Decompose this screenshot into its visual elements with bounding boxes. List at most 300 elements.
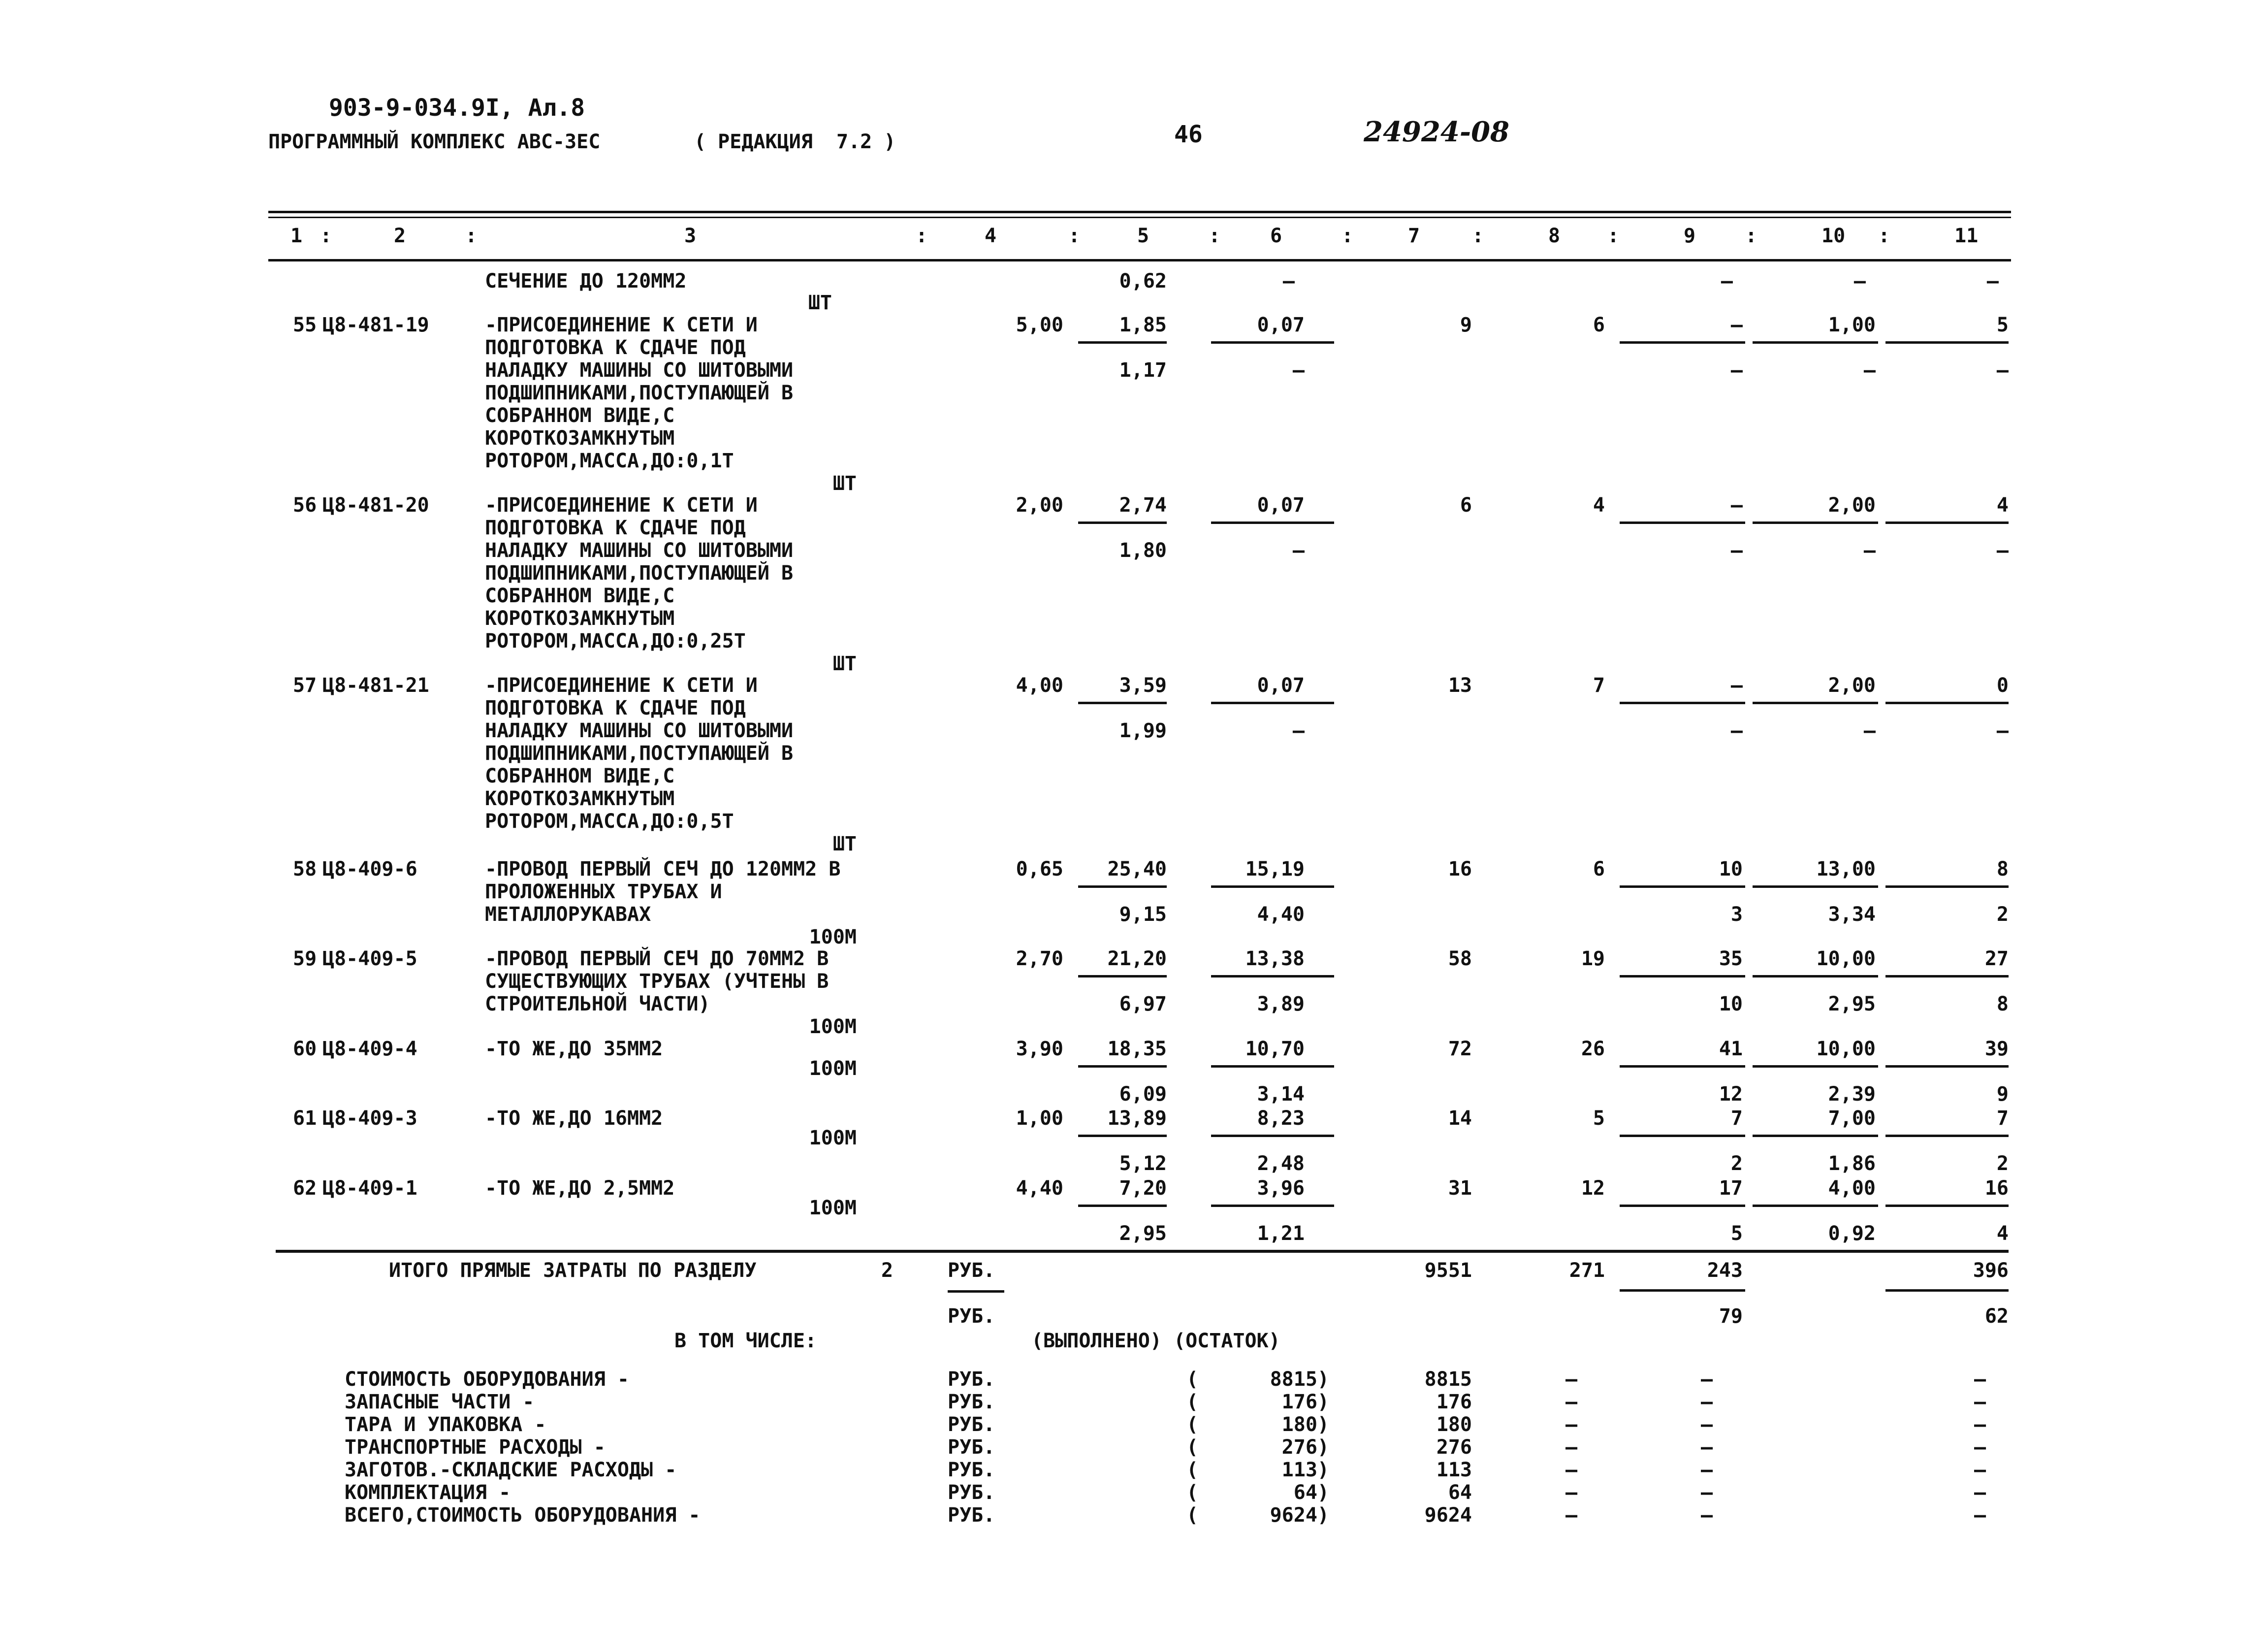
row-description: ПОДШИПНИКАМИ,ПОСТУПАЮЩЕЙ В [485,562,794,585]
cell-c11: 4 [1996,494,2009,517]
cell-c7: 16 [1448,858,1472,880]
cell-rule-c9 [1620,1065,1745,1068]
cell-rule-c11 [1885,341,2009,344]
doc-code: 903-9-034.9I, Ал.8 [329,94,585,122]
cell-c10b: 1,86 [1828,1152,1876,1175]
row-code: Ц8-409-3 [322,1107,417,1130]
cell-c10b: 0,92 [1828,1222,1876,1245]
breakdown-dash-c8: – [1565,1368,1578,1391]
breakdown-dash-c9: – [1701,1481,1713,1504]
cell-c5b: 1,99 [1119,719,1167,742]
cell-c5: 21,20 [1107,947,1167,970]
cell-c6: 10,70 [1245,1038,1305,1060]
row-description: СУЩЕСТВУЮЩИХ ТРУБАХ (УЧТЕНЫ В [485,970,829,993]
cell-c6: 0,07 [1257,494,1305,517]
totals-c11-rule [1885,1289,2009,1292]
totals-c11: 396 [1973,1259,2009,1282]
cell-c9: 41 [1719,1038,1743,1060]
breakdown-label: ЗАГОТОВ.-СКЛАДСКИЕ РАСХОДЫ - [345,1459,677,1481]
cell-c5b: 0,62 [1119,270,1167,293]
cell-c5b: 9,15 [1119,903,1167,926]
cell-rule-c6 [1211,885,1334,888]
cell-rule-c10 [1753,702,1878,704]
cell-rule-c10 [1753,975,1878,977]
cell-c5: 18,35 [1107,1038,1167,1060]
row-description: РОТОРОМ,МАССА,ДО:0,5Т [485,810,734,833]
cell-c7: 6 [1460,494,1472,517]
breakdown-currency: РУБ. [948,1481,995,1504]
cell-c5: 2,74 [1119,494,1167,517]
cell-c11b: – [1996,359,2009,382]
cell-c4: 5,00 [1016,314,1063,336]
cell-c9b: – [1730,359,1743,382]
row-description: СТРОИТЕЛЬНОЙ ЧАСТИ) [485,993,710,1015]
column-header-11: 11 [1954,225,1979,247]
cell-c11b: 2 [1996,903,2009,926]
cell-rule-c6 [1211,1065,1334,1068]
cell-c7: 72 [1448,1038,1472,1060]
breakdown-dash-c9: – [1701,1459,1713,1481]
cell-rule-c10 [1753,1065,1878,1068]
cell-c10b: – [1863,539,1876,562]
breakdown-done: 180) [1281,1413,1329,1436]
cell-c11: 7 [1996,1107,2009,1130]
row-description: -ТО ЖЕ,ДО 2,5ММ2 [485,1177,675,1200]
cell-c4: 1,00 [1016,1107,1063,1130]
cell-c6b: 4,40 [1257,903,1305,926]
cell-c10b: 3,34 [1828,903,1876,926]
unit-label: 100М [809,926,857,948]
breakdown-currency: РУБ. [948,1459,995,1481]
row-number: 61 [293,1107,317,1130]
cell-c10: 7,00 [1828,1107,1876,1130]
cell-c6: 8,23 [1257,1107,1305,1130]
breakdown-dash-c9: – [1701,1413,1713,1436]
cell-c6b: – [1292,719,1305,742]
row-number: 56 [293,494,317,517]
row-description: СОБРАННОМ ВИДЕ,С [485,404,675,427]
cell-c4: 4,00 [1016,674,1063,697]
cell-c9b: – [1730,719,1743,742]
breakdown-dash-c8: – [1565,1413,1578,1436]
breakdown-label: ЗАПАСНЫЕ ЧАСТИ - [345,1391,535,1413]
breakdown-currency: РУБ. [948,1368,995,1391]
breakdown-open-paren: ( [1186,1436,1199,1459]
including-label: В ТОМ ЧИСЛЕ: [674,1330,817,1352]
cell-c6: 0,07 [1257,314,1305,336]
cell-c9b: – [1721,270,1733,293]
row-description: -ПРИСОЕДИНЕНИЕ К СЕТИ И [485,494,758,517]
cell-c11: 0 [1996,674,2009,697]
cell-c4: 3,90 [1016,1038,1063,1060]
breakdown-label: КОМПЛЕКТАЦИЯ - [345,1481,511,1504]
breakdown-rest: 180 [1436,1413,1472,1436]
unit-label: 100М [809,1127,857,1149]
unit-label: ШТ [832,652,857,675]
cell-c8: 19 [1581,947,1605,970]
totals-c7: 9551 [1424,1259,1472,1282]
breakdown-dash-c11: – [1974,1368,1986,1391]
breakdown-done: 8815) [1270,1368,1329,1391]
cell-rule-c5 [1078,521,1167,524]
cell-rule-c6 [1211,975,1334,977]
column-separator: : [320,225,332,247]
done-rest-label: (ВЫПОЛНЕНО) (ОСТАТОК) [1031,1330,1280,1352]
breakdown-dash-c8: – [1565,1459,1578,1481]
cell-c8: 4 [1593,494,1605,517]
breakdown-rest: 9624 [1424,1504,1472,1527]
row-description: -ПРОВОД ПЕРВЫЙ СЕЧ ДО 120ММ2 В [485,858,841,880]
column-header-10: 10 [1821,225,1846,247]
cell-c10: 1,00 [1828,314,1876,336]
cell-c6b: 1,21 [1257,1222,1305,1245]
breakdown-done: 113) [1281,1459,1329,1481]
breakdown-dash-c8: – [1565,1436,1578,1459]
cell-rule-c5 [1078,1065,1167,1068]
cell-c9: 7 [1730,1107,1743,1130]
breakdown-label: СТОИМОСТЬ ОБОРУДОВАНИЯ - [345,1368,629,1391]
cell-c11b: 9 [1996,1083,2009,1106]
breakdown-label: ВСЕГО,СТОИМОСТЬ ОБОРУДОВАНИЯ - [345,1504,701,1527]
cell-c10b: 2,95 [1828,993,1876,1015]
row-description: -ТО ЖЕ,ДО 16ММ2 [485,1107,663,1130]
breakdown-dash-c8: – [1565,1391,1578,1413]
cell-c7: 13 [1448,674,1472,697]
cell-c11b: 2 [1996,1152,2009,1175]
cell-rule-c11 [1885,1065,2009,1068]
column-header-9: 9 [1684,225,1696,247]
continuation-desc: СЕЧЕНИЕ ДО 120ММ2 [485,270,687,293]
cell-rule-c11 [1885,702,2009,704]
totals-section: 2 [881,1259,894,1282]
cell-c9b: 3 [1730,903,1743,926]
column-header-2: 2 [394,225,406,247]
breakdown-dash-c11: – [1974,1436,1986,1459]
cell-c8: 7 [1593,674,1605,697]
totals-currency-2: РУБ. [948,1305,995,1328]
unit-label: 100М [809,1057,857,1080]
cell-rule-c11 [1885,975,2009,977]
breakdown-dash-c9: – [1701,1391,1713,1413]
cell-c9b: 2 [1730,1152,1743,1175]
cell-rule-c6 [1211,341,1334,344]
cell-c9b: 5 [1730,1222,1743,1245]
breakdown-dash-c8: – [1565,1481,1578,1504]
row-description: ПОДГОТОВКА К СДАЧЕ ПОД [485,336,746,359]
row-number: 57 [293,674,317,697]
cell-rule-c6 [1211,521,1334,524]
breakdown-open-paren: ( [1186,1459,1199,1481]
cell-rule-c5 [1078,702,1167,704]
cell-rule-c9 [1620,885,1745,888]
cell-c8: 12 [1581,1177,1605,1200]
column-separator: : [1472,225,1484,247]
cell-rule-c10 [1753,521,1878,524]
unit-label: ШТ [832,472,857,495]
cell-c10: 2,00 [1828,674,1876,697]
breakdown-open-paren: ( [1186,1391,1199,1413]
row-description: СОБРАННОМ ВИДЕ,С [485,585,675,607]
row-description: НАЛАДКУ МАШИНЫ СО ШИТОВЫМИ [485,719,794,742]
cell-rule-c10 [1753,885,1878,888]
cell-c9: 35 [1719,947,1743,970]
cell-rule-c9 [1620,1135,1745,1137]
cell-c9: – [1730,494,1743,517]
column-header-6: 6 [1270,225,1282,247]
row-code: Ц8-481-21 [322,674,429,697]
cell-c10: 13,00 [1816,858,1876,880]
cell-c6: 3,96 [1257,1177,1305,1200]
cell-c11b: – [1986,270,1999,293]
row-description: -ТО ЖЕ,ДО 35ММ2 [485,1038,663,1060]
column-header-1: 1 [290,225,303,247]
cell-c11b: – [1996,719,2009,742]
row-code: Ц8-409-6 [322,858,417,880]
totals-c11b: 62 [1984,1305,2009,1328]
breakdown-dash-c9: – [1701,1436,1713,1459]
breakdown-label: ТАРА И УПАКОВКА - [345,1413,546,1436]
row-description: СОБРАННОМ ВИДЕ,С [485,765,675,787]
cell-rule-c5 [1078,1135,1167,1137]
column-separator: : [916,225,928,247]
cell-c4: 4,40 [1016,1177,1063,1200]
cell-rule-c6 [1211,1135,1334,1137]
totals-c9-rule [1620,1289,1745,1292]
cell-c10: 10,00 [1816,1038,1876,1060]
cell-c11b: 8 [1996,993,2009,1015]
unit-label: ШТ [832,833,857,855]
breakdown-open-paren: ( [1186,1504,1199,1527]
totals-currency-rule [948,1290,1004,1293]
cell-c6b: – [1282,270,1295,293]
cell-rule-c11 [1885,1135,2009,1137]
row-description: -ПРИСОЕДИНЕНИЕ К СЕТИ И [485,314,758,336]
cell-c5: 13,89 [1107,1107,1167,1130]
breakdown-open-paren: ( [1186,1413,1199,1436]
cell-c7: 31 [1448,1177,1472,1200]
cell-c9: – [1730,674,1743,697]
breakdown-rest: 64 [1448,1481,1472,1504]
row-description: МЕТАЛЛОРУКАВАХ [485,903,651,926]
cell-c11: 16 [1984,1177,2009,1200]
cell-c6b: 3,89 [1257,993,1305,1015]
row-description: НАЛАДКУ МАШИНЫ СО ШИТОВЫМИ [485,359,794,382]
cell-c9b: – [1730,539,1743,562]
cell-c6: 13,38 [1245,947,1305,970]
breakdown-done: 64) [1293,1481,1329,1504]
totals-c9: 243 [1707,1259,1743,1282]
breakdown-open-paren: ( [1186,1481,1199,1504]
row-number: 58 [293,858,317,880]
cell-c9b: 12 [1719,1083,1743,1106]
totals-rule [276,1250,2009,1253]
row-code: Ц8-481-19 [322,314,429,336]
edition-label: ( РЕДАКЦИЯ 7.2 ) [694,130,896,153]
column-header-5: 5 [1137,225,1150,247]
header-top-rule-2 [268,217,2011,218]
row-description: РОТОРОМ,МАССА,ДО:0,25Т [485,630,746,652]
column-header-8: 8 [1548,225,1561,247]
cell-c9: 10 [1719,858,1743,880]
row-number: 60 [293,1038,317,1060]
cell-rule-c5 [1078,885,1167,888]
column-separator: : [1745,225,1757,247]
breakdown-dash-c9: – [1701,1368,1713,1391]
cell-c8: 6 [1593,858,1605,880]
cell-c10: 4,00 [1828,1177,1876,1200]
column-separator: : [1068,225,1081,247]
cell-rule-c11 [1885,521,2009,524]
row-description: ПОДШИПНИКАМИ,ПОСТУПАЮЩЕЙ В [485,382,794,404]
cell-rule-c9 [1620,702,1745,704]
totals-c9b: 79 [1719,1305,1743,1328]
row-description: ПРОЛОЖЕННЫХ ТРУБАХ И [485,880,722,903]
row-description: -ПРИСОЕДИНЕНИЕ К СЕТИ И [485,674,758,697]
breakdown-open-paren: ( [1186,1368,1199,1391]
column-separator: : [1209,225,1221,247]
cell-c8: 6 [1593,314,1605,336]
row-number: 59 [293,947,317,970]
breakdown-rest: 176 [1436,1391,1472,1413]
breakdown-done: 176) [1281,1391,1329,1413]
totals-c8: 271 [1569,1259,1605,1282]
cell-rule-c5 [1078,1205,1167,1207]
cell-c9: – [1730,314,1743,336]
cell-c5b: 2,95 [1119,1222,1167,1245]
header-bottom-rule [268,259,2011,261]
breakdown-dash-c11: – [1974,1481,1986,1504]
cell-rule-c10 [1753,1135,1878,1137]
row-description: КОРОТКОЗАМКНУТЫМ [485,607,675,630]
breakdown-dash-c11: – [1974,1459,1986,1481]
cell-rule-c11 [1885,885,2009,888]
cell-rule-c10 [1753,341,1878,344]
cell-c11b: – [1996,539,2009,562]
cell-c9: 17 [1719,1177,1743,1200]
row-code: Ц8-481-20 [322,494,429,517]
breakdown-rest: 276 [1436,1436,1472,1459]
cell-rule-c9 [1620,521,1745,524]
cell-c4: 0,65 [1016,858,1063,880]
breakdown-currency: РУБ. [948,1413,995,1436]
cell-c4: 2,00 [1016,494,1063,517]
cell-c5: 25,40 [1107,858,1167,880]
column-separator: : [1342,225,1354,247]
row-code: Ц8-409-1 [322,1177,417,1200]
breakdown-dash-c9: – [1701,1504,1713,1527]
row-code: Ц8-409-5 [322,947,417,970]
cell-c11: 5 [1996,314,2009,336]
row-number: 55 [293,314,317,336]
column-header-3: 3 [684,225,697,247]
breakdown-currency: РУБ. [948,1391,995,1413]
cell-c9b: 10 [1719,993,1743,1015]
column-separator: : [465,225,478,247]
cell-c6: 15,19 [1245,858,1305,880]
row-description: -ПРОВОД ПЕРВЫЙ СЕЧ ДО 70ММ2 В [485,947,829,970]
totals-currency: РУБ. [948,1259,995,1282]
breakdown-done: 276) [1281,1436,1329,1459]
page-number: 46 [1174,121,1203,148]
row-code: Ц8-409-4 [322,1038,417,1060]
row-description: НАЛАДКУ МАШИНЫ СО ШИТОВЫМИ [485,539,794,562]
breakdown-rest: 113 [1436,1459,1472,1481]
cell-c7: 9 [1460,314,1472,336]
cell-c11: 8 [1996,858,2009,880]
cell-c10b: 2,39 [1828,1083,1876,1106]
cell-rule-c6 [1211,1205,1334,1207]
cell-c5: 7,20 [1119,1177,1167,1200]
cell-rule-c9 [1620,975,1745,977]
cell-c6b: 3,14 [1257,1083,1305,1106]
cell-c11: 39 [1984,1038,2009,1060]
breakdown-dash-c11: – [1974,1391,1986,1413]
handwritten-number: 24924-08 [1364,116,1509,148]
breakdown-dash-c11: – [1974,1413,1986,1436]
cell-c6: 0,07 [1257,674,1305,697]
cell-rule-c5 [1078,975,1167,977]
cell-rule-c10 [1753,1205,1878,1207]
row-description: ПОДГОТОВКА К СДАЧЕ ПОД [485,517,746,539]
breakdown-dash-c8: – [1565,1504,1578,1527]
column-header-4: 4 [985,225,997,247]
cell-c10: 10,00 [1816,947,1876,970]
cell-c8: 5 [1593,1107,1605,1130]
cell-c10: 2,00 [1828,494,1876,517]
cell-c4: 2,70 [1016,947,1063,970]
column-separator: : [1607,225,1620,247]
cell-c5b: 6,97 [1119,993,1167,1015]
header-top-rule [268,211,2011,213]
breakdown-currency: РУБ. [948,1436,995,1459]
cell-rule-c11 [1885,1205,2009,1207]
cell-c10b: – [1863,719,1876,742]
cell-c11b: 4 [1996,1222,2009,1245]
row-description: ПОДГОТОВКА К СДАЧЕ ПОД [485,697,746,719]
column-separator: : [1878,225,1890,247]
totals-label: ИТОГО ПРЯМЫЕ ЗАТРАТЫ ПО РАЗДЕЛУ [389,1259,757,1282]
cell-c5: 1,85 [1119,314,1167,336]
cell-rule-c6 [1211,702,1334,704]
cell-c5: 3,59 [1119,674,1167,697]
breakdown-dash-c11: – [1974,1504,1986,1527]
unit-label: 100М [809,1015,857,1038]
breakdown-done: 9624) [1270,1504,1329,1527]
cell-c7: 14 [1448,1107,1472,1130]
cell-c6b: – [1292,359,1305,382]
cell-c5b: 1,17 [1119,359,1167,382]
unit-label: ШТ [808,292,832,314]
cell-c6b: – [1292,539,1305,562]
breakdown-label: ТРАНСПОРТНЫЕ РАСХОДЫ - [345,1436,606,1459]
cell-c8: 26 [1581,1038,1605,1060]
program-title: ПРОГРАММНЫЙ КОМПЛЕКС АВС-3ЕС [268,130,601,153]
cell-c6b: 2,48 [1257,1152,1305,1175]
cell-c7: 58 [1448,947,1472,970]
unit-label: 100М [809,1197,857,1219]
cell-rule-c9 [1620,1205,1745,1207]
cell-rule-c9 [1620,341,1745,344]
row-number: 62 [293,1177,317,1200]
row-description: КОРОТКОЗАМКНУТЫМ [485,427,675,450]
cell-c5b: 6,09 [1119,1083,1167,1106]
cell-c11: 27 [1984,947,2009,970]
breakdown-currency: РУБ. [948,1504,995,1527]
cell-rule-c5 [1078,341,1167,344]
cell-c5b: 5,12 [1119,1152,1167,1175]
column-header-7: 7 [1408,225,1420,247]
row-description: РОТОРОМ,МАССА,ДО:0,1Т [485,450,734,472]
